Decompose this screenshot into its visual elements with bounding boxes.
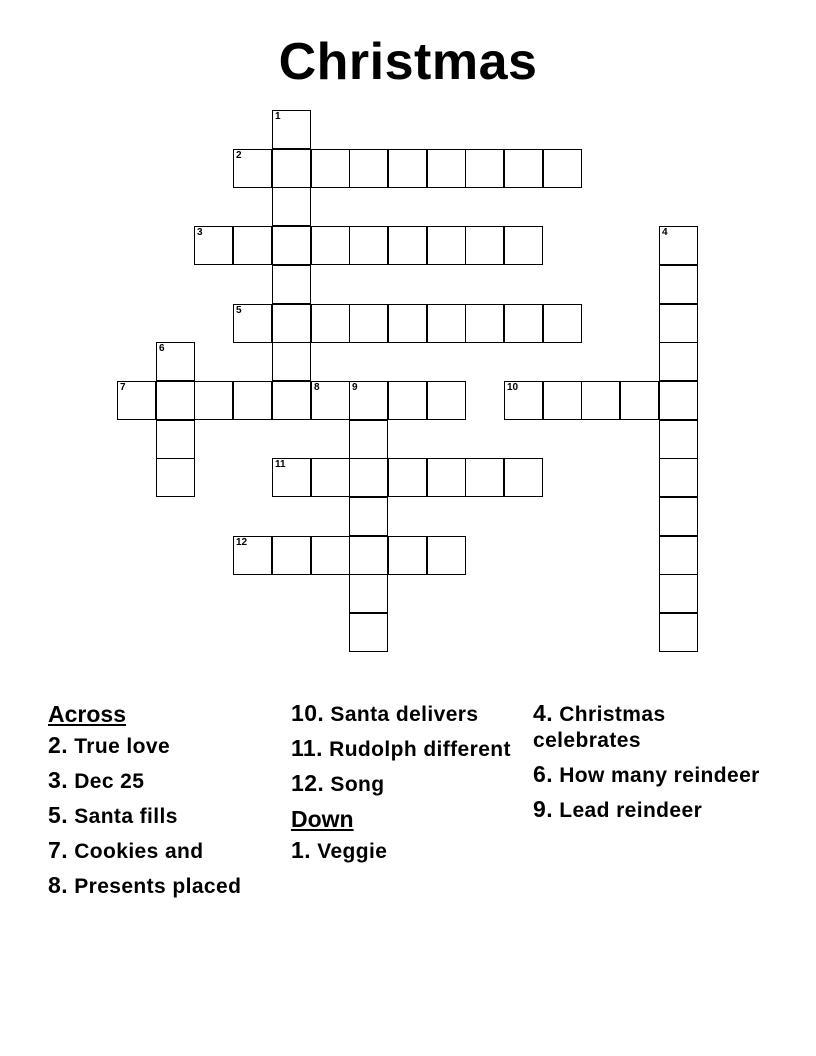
crossword-cell[interactable] bbox=[233, 536, 272, 575]
clue-number: 10. bbox=[291, 700, 325, 726]
clue-heading: Across bbox=[48, 701, 126, 727]
clue-number: 9. bbox=[533, 796, 553, 822]
crossword-cell[interactable] bbox=[659, 304, 698, 343]
crossword-cell[interactable] bbox=[272, 149, 311, 188]
clue-item bbox=[48, 767, 278, 795]
clue-number: 11. bbox=[291, 735, 323, 761]
cell-number: 10 bbox=[507, 382, 519, 393]
crossword-cell[interactable] bbox=[465, 149, 504, 188]
clue-number: 8. bbox=[48, 872, 68, 898]
cell-number: 1 bbox=[275, 111, 281, 122]
clue-number: 7. bbox=[48, 837, 68, 863]
crossword-cell[interactable] bbox=[465, 304, 504, 343]
cell-number: 4 bbox=[662, 227, 668, 238]
clue-item bbox=[291, 700, 521, 728]
crossword-cell[interactable] bbox=[659, 342, 698, 381]
crossword-cell[interactable] bbox=[349, 613, 388, 652]
clue-text: Presents placed bbox=[67, 875, 242, 898]
crossword-cell[interactable] bbox=[349, 536, 388, 575]
crossword-cell[interactable] bbox=[272, 381, 311, 420]
clue-item bbox=[48, 732, 278, 760]
crossword-cell[interactable] bbox=[272, 110, 311, 149]
page-title: Christmas bbox=[278, 33, 538, 91]
crossword-cell[interactable] bbox=[543, 304, 582, 343]
clue-column-3 bbox=[533, 700, 763, 831]
crossword-cell[interactable] bbox=[311, 458, 350, 497]
clue-item bbox=[533, 761, 763, 789]
crossword-cell[interactable] bbox=[233, 381, 272, 420]
crossword-cell[interactable] bbox=[272, 458, 311, 497]
clue-number: 2. bbox=[48, 732, 68, 758]
crossword-cell[interactable] bbox=[349, 458, 388, 497]
crossword-cell[interactable] bbox=[349, 149, 388, 188]
crossword-cell[interactable] bbox=[504, 381, 543, 420]
crossword-cell[interactable] bbox=[233, 149, 272, 188]
crossword-cell[interactable] bbox=[427, 458, 466, 497]
crossword-cell[interactable] bbox=[272, 265, 311, 304]
crossword-cell[interactable] bbox=[349, 304, 388, 343]
clue-column-2 bbox=[291, 700, 521, 872]
clue-number: 5. bbox=[48, 802, 68, 828]
crossword-cell[interactable] bbox=[388, 381, 427, 420]
crossword-cell[interactable] bbox=[427, 381, 466, 420]
crossword-cell[interactable] bbox=[156, 420, 195, 459]
clue-text: True love bbox=[67, 735, 171, 758]
clue-text: Santa delivers bbox=[324, 703, 479, 726]
clue-text: How many reindeer bbox=[552, 764, 760, 787]
crossword-cell[interactable] bbox=[388, 536, 427, 575]
crossword-cell[interactable] bbox=[504, 226, 543, 265]
crossword-cell[interactable] bbox=[194, 381, 233, 420]
crossword-cell[interactable] bbox=[659, 458, 698, 497]
crossword-cell[interactable] bbox=[543, 149, 582, 188]
crossword-cell[interactable] bbox=[349, 574, 388, 613]
crossword-cell[interactable] bbox=[504, 149, 543, 188]
crossword-cell[interactable] bbox=[659, 265, 698, 304]
crossword-cell[interactable] bbox=[388, 458, 427, 497]
cell-number: 7 bbox=[120, 382, 126, 393]
crossword-cell[interactable] bbox=[659, 420, 698, 459]
crossword-cell[interactable] bbox=[620, 381, 659, 420]
crossword-cell[interactable] bbox=[349, 497, 388, 536]
clue-text: Lead reindeer bbox=[552, 799, 703, 822]
crossword-cell[interactable] bbox=[156, 342, 195, 381]
cell-number: 5 bbox=[236, 305, 242, 316]
clue-item bbox=[48, 837, 278, 865]
crossword-cell[interactable] bbox=[659, 381, 698, 420]
clue-text: Santa fills bbox=[67, 805, 178, 828]
crossword-cell[interactable] bbox=[543, 381, 582, 420]
cell-number: 2 bbox=[236, 150, 242, 161]
cell-number: 3 bbox=[197, 227, 203, 238]
crossword-cell[interactable] bbox=[233, 304, 272, 343]
clue-number: 6. bbox=[533, 761, 553, 787]
crossword-cell[interactable] bbox=[194, 226, 233, 265]
crossword-cell[interactable] bbox=[388, 304, 427, 343]
clue-text: Song bbox=[324, 773, 385, 796]
crossword-cell[interactable] bbox=[272, 304, 311, 343]
crossword-cell[interactable] bbox=[349, 381, 388, 420]
crossword-cell[interactable] bbox=[311, 304, 350, 343]
crossword-cell[interactable] bbox=[659, 613, 698, 652]
crossword-cell[interactable] bbox=[388, 226, 427, 265]
clue-item bbox=[291, 735, 521, 763]
crossword-cell[interactable] bbox=[427, 226, 466, 265]
clue-text: Christmas celebrates bbox=[533, 703, 666, 752]
clue-item bbox=[533, 796, 763, 824]
clue-number: 1. bbox=[291, 837, 311, 863]
crossword-cell[interactable] bbox=[117, 381, 156, 420]
crossword-cell[interactable] bbox=[311, 149, 350, 188]
clue-number: 4. bbox=[533, 700, 553, 726]
clue-number: 3. bbox=[48, 767, 68, 793]
crossword-cell[interactable] bbox=[156, 458, 195, 497]
crossword-cell[interactable] bbox=[427, 149, 466, 188]
clue-text: Dec 25 bbox=[67, 770, 145, 793]
clue-text: Cookies and bbox=[67, 840, 204, 863]
cell-number: 12 bbox=[236, 537, 248, 548]
clue-text: Veggie bbox=[310, 840, 388, 863]
crossword-cell[interactable] bbox=[504, 458, 543, 497]
clue-item bbox=[291, 837, 521, 865]
crossword-cell[interactable] bbox=[233, 226, 272, 265]
cell-number: 6 bbox=[159, 343, 165, 354]
cell-number: 9 bbox=[352, 382, 358, 393]
crossword-cell[interactable] bbox=[465, 226, 504, 265]
cell-number: 8 bbox=[314, 382, 320, 393]
clue-item bbox=[533, 700, 763, 754]
clue-item bbox=[48, 872, 278, 900]
crossword-cell[interactable] bbox=[659, 226, 698, 265]
crossword-cell[interactable] bbox=[272, 536, 311, 575]
crossword-cell[interactable] bbox=[349, 226, 388, 265]
clue-item bbox=[48, 802, 278, 830]
crossword-cell[interactable] bbox=[311, 536, 350, 575]
clue-number: 12. bbox=[291, 770, 325, 796]
clue-heading: Down bbox=[291, 806, 354, 832]
crossword-cell[interactable] bbox=[272, 342, 311, 381]
crossword-cell[interactable] bbox=[272, 226, 311, 265]
crossword-cell[interactable] bbox=[504, 304, 543, 343]
crossword-cell[interactable] bbox=[388, 149, 427, 188]
crossword-cell[interactable] bbox=[659, 497, 698, 536]
crossword-cell[interactable] bbox=[581, 381, 620, 420]
crossword-cell[interactable] bbox=[272, 187, 311, 226]
crossword-cell[interactable] bbox=[427, 536, 466, 575]
crossword-cell[interactable] bbox=[659, 536, 698, 575]
crossword-cell[interactable] bbox=[349, 420, 388, 459]
crossword-cell[interactable] bbox=[465, 458, 504, 497]
clue-item bbox=[291, 770, 521, 798]
crossword-cell[interactable] bbox=[427, 304, 466, 343]
clue-text: Rudolph different bbox=[322, 738, 511, 761]
crossword-cell[interactable] bbox=[659, 574, 698, 613]
crossword-cell[interactable] bbox=[311, 381, 350, 420]
crossword-cell[interactable] bbox=[311, 226, 350, 265]
clue-column-1 bbox=[48, 700, 278, 907]
cell-number: 11 bbox=[275, 459, 286, 470]
crossword-cell[interactable] bbox=[156, 381, 195, 420]
